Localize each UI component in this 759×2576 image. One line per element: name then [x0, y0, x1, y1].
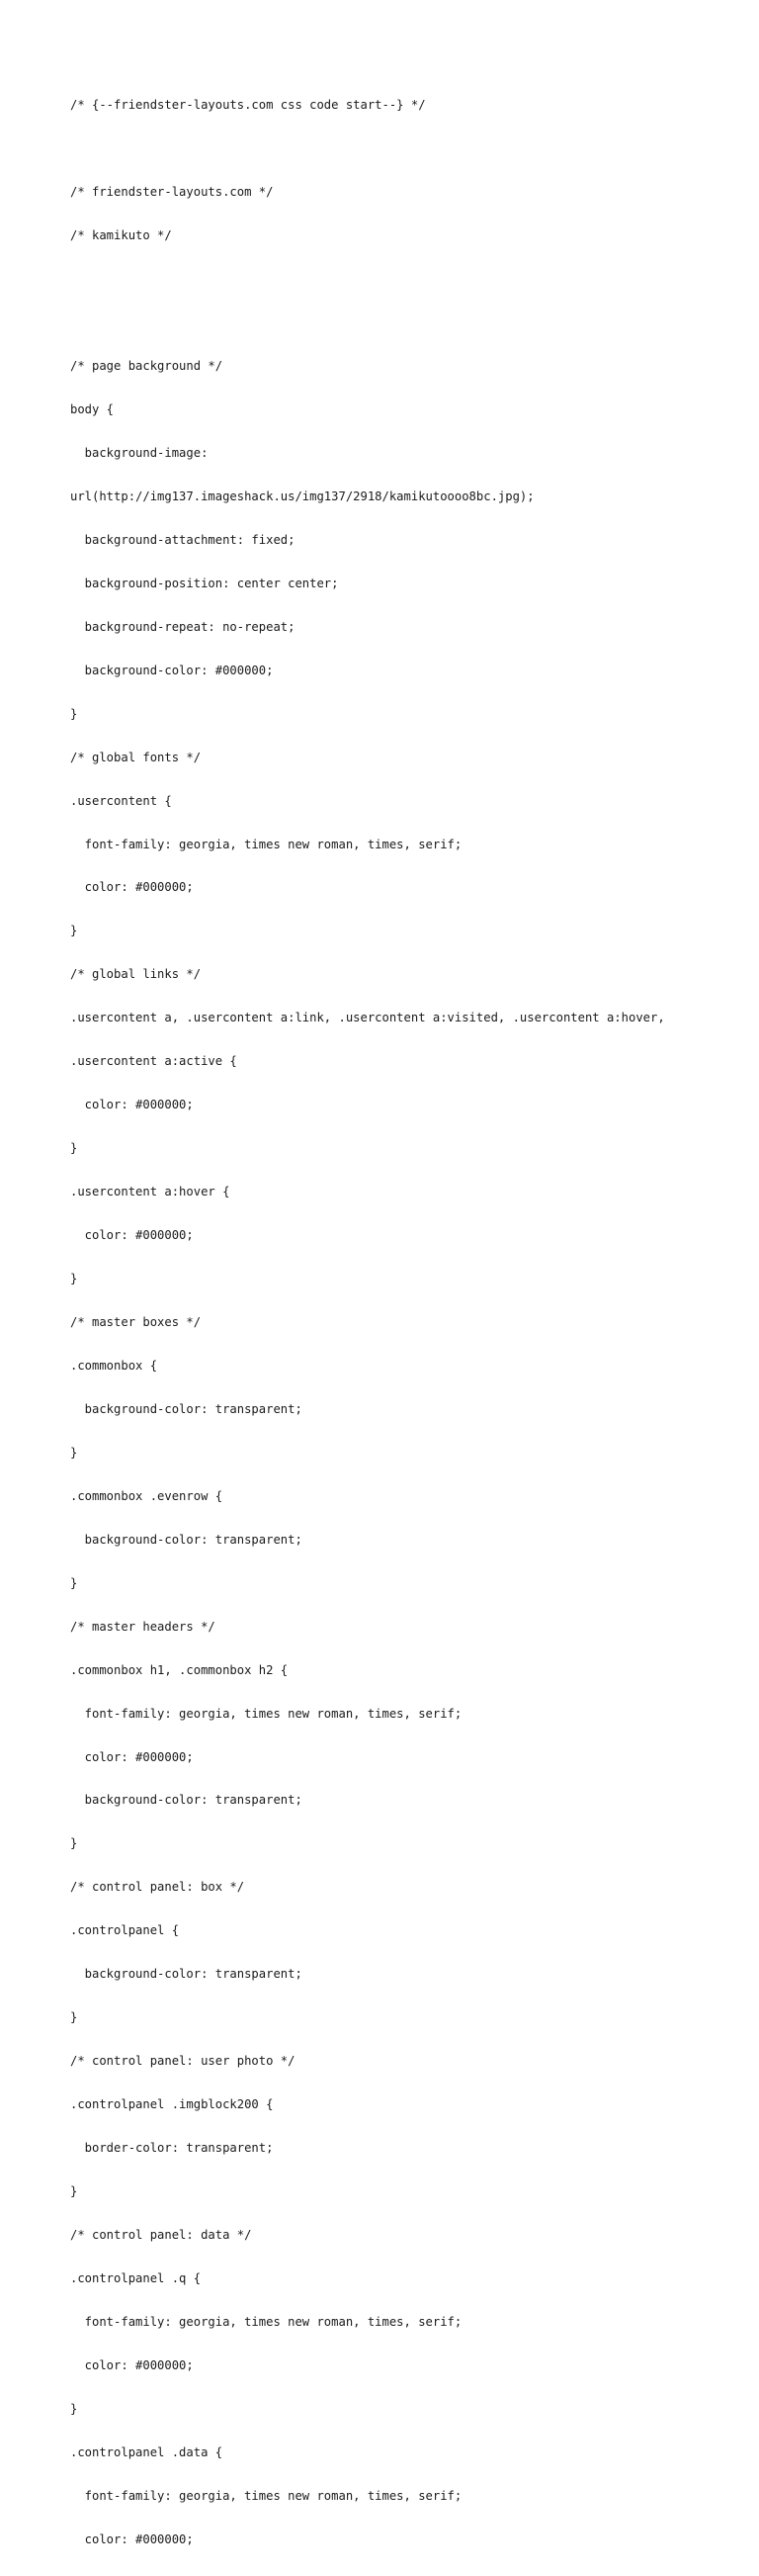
- code-line: background-color: transparent;: [70, 1401, 302, 1416]
- code-line: /* master boxes */: [70, 1315, 202, 1329]
- code-line: /* control panel: data */: [70, 2228, 252, 2243]
- code-line: [70, 272, 752, 287]
- code-line: background-color: transparent;: [70, 1793, 302, 1808]
- code-line: background-image:: [70, 445, 209, 460]
- code-line: }: [70, 924, 78, 938]
- code-line: .controlpanel {: [70, 1923, 180, 1938]
- code-line: font-family: georgia, times new roman, times, serif;: [70, 837, 463, 851]
- code-line: .controlpanel .data {: [70, 2444, 223, 2459]
- code-line: /* control panel: user photo */: [70, 2054, 295, 2069]
- code-line: background-color: transparent;: [70, 1532, 302, 1547]
- code-line: .usercontent a:hover {: [70, 1185, 230, 1199]
- code-line: /* {--friendster-layouts.com css code start--} */: [70, 98, 426, 113]
- code-line: }: [70, 1445, 78, 1460]
- code-line: color: #000000;: [70, 880, 194, 895]
- code-line: .usercontent a:active {: [70, 1054, 237, 1069]
- code-line: }: [70, 2401, 78, 2416]
- code-line: color: #000000;: [70, 1228, 194, 1243]
- code-line: /* kamikuto */: [70, 228, 172, 243]
- code-line: .commonbox {: [70, 1358, 158, 1373]
- code-line: /* control panel: box */: [70, 1880, 245, 1895]
- code-line: [70, 141, 752, 156]
- code-line: color: #000000;: [70, 1749, 194, 1764]
- code-line: }: [70, 1272, 78, 1287]
- code-line: }: [70, 1836, 78, 1851]
- code-line: /* master headers */: [70, 1619, 215, 1634]
- code-line: /* global fonts */: [70, 750, 202, 764]
- code-line: font-family: georgia, times new roman, times, serif;: [70, 1706, 463, 1721]
- code-line: }: [70, 706, 78, 721]
- code-line: /* global links */: [70, 967, 202, 982]
- code-line: font-family: georgia, times new roman, times, serif;: [70, 2314, 463, 2329]
- code-line: .usercontent a, .usercontent a:link, .usercontent a:visited, .usercontent a:hover,: [70, 1011, 665, 1025]
- code-line: .controlpanel .imgblock200 {: [70, 2097, 274, 2112]
- code-line: .commonbox .evenrow {: [70, 1488, 223, 1503]
- code-line: /* friendster-layouts.com */: [70, 185, 274, 200]
- code-line: .usercontent {: [70, 793, 172, 808]
- code-line: .controlpanel .q {: [70, 2270, 202, 2285]
- code-line: font-family: georgia, times new roman, times, serif;: [70, 2488, 463, 2503]
- code-line: background-attachment: fixed;: [70, 532, 295, 547]
- code-line: background-repeat: no-repeat;: [70, 619, 295, 634]
- code-line: }: [70, 2184, 78, 2199]
- code-line: }: [70, 1575, 78, 1590]
- code-line: [70, 315, 752, 330]
- code-line: background-color: #000000;: [70, 663, 274, 677]
- code-line: background-color: transparent;: [70, 1967, 302, 1982]
- code-line: }: [70, 2010, 78, 2025]
- code-line: color: #000000;: [70, 2532, 194, 2546]
- code-line: color: #000000;: [70, 1098, 194, 1112]
- code-line: background-position: center center;: [70, 576, 339, 590]
- code-line: body {: [70, 401, 115, 416]
- code-line: /* page background */: [70, 359, 223, 374]
- code-line: }: [70, 1141, 78, 1156]
- code-line: url(http://img137.imageshack.us/img137/2918/kamikutoooo8bc.jpg);: [70, 489, 535, 503]
- code-line: .commonbox h1, .commonbox h2 {: [70, 1662, 289, 1677]
- code-line: color: #000000;: [70, 2357, 194, 2372]
- code-line: border-color: transparent;: [70, 2141, 274, 2156]
- css-code-block: [70, 69, 752, 2576]
